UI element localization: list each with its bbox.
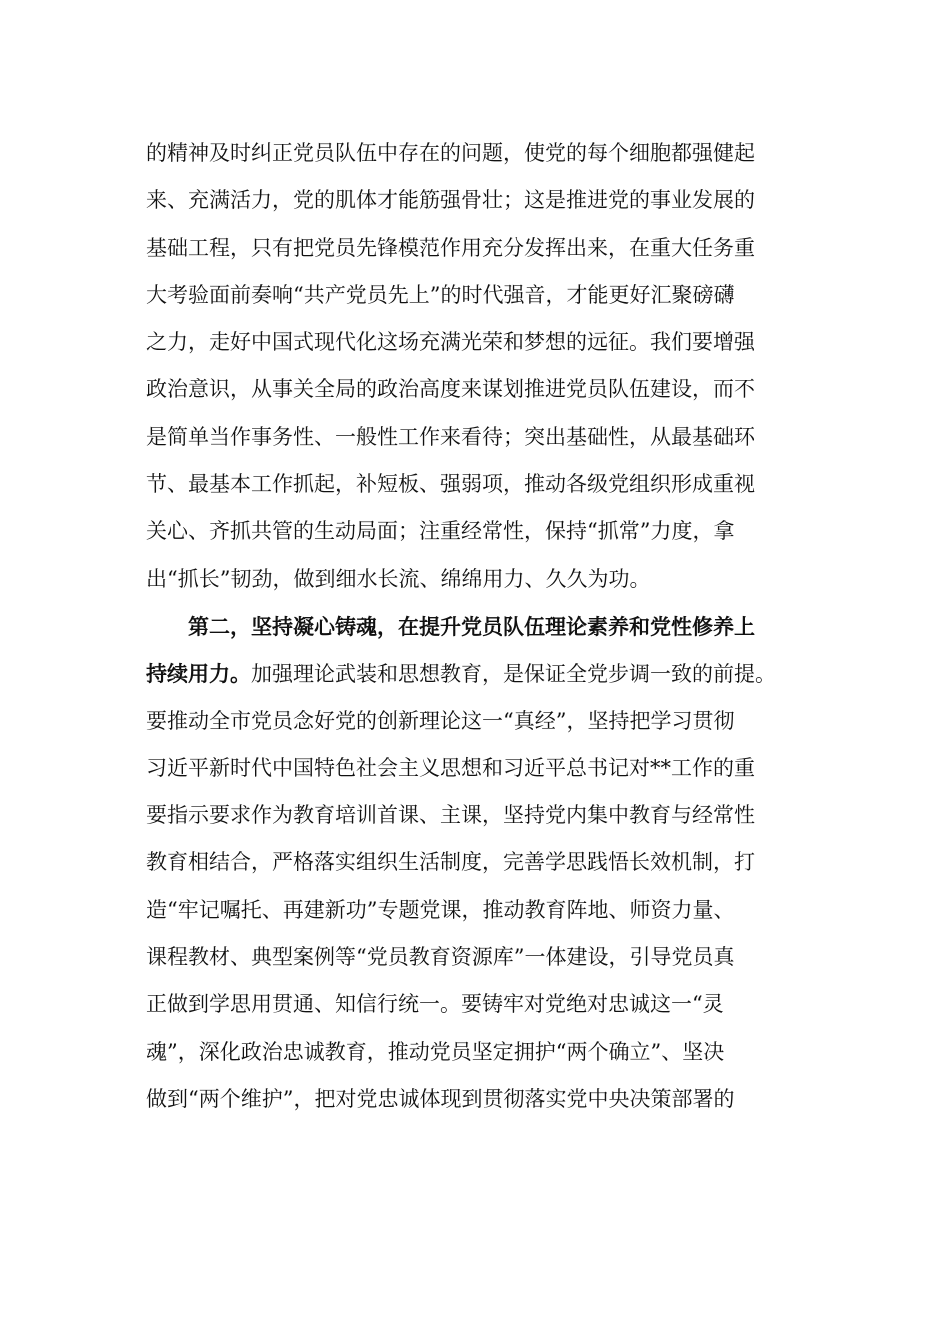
text-line: 是简单当作事务性、一般性工作来看待；突出基础性，从最基础环 [146,424,755,449]
text-line: 魂”，深化政治忠诚教育，推动党员坚定拥护“两个确立”、坚决 [146,1039,725,1064]
text-line: 之力，走好中国式现代化这场充满光荣和梦想的远征。我们要增强 [146,330,755,355]
text-line: 来、充满活力，党的肌体才能筋强骨壮；这是推进党的事业发展的 [146,188,755,213]
text-line: 出“抓长”韧劲，做到细水长流、绵绵用力、久久为功。 [146,566,651,591]
text-line: 大考验面前奏响“共产党员先上”的时代强音，才能更好汇聚磅礴 [146,282,735,307]
text-line: 课程教材、典型案例等“党员教育资源库”一体建设，引导党员真 [146,945,735,970]
document-body [146,130,806,1123]
paragraph-2 [146,603,806,1123]
text-line: 节、最基本工作抓起，补短板、强弱项，推动各级党组织形成重视 [146,472,755,497]
text-run: 加强理论武装和思想教育，是保证全党步调一致的前提。 [251,662,776,687]
text-line [146,650,806,697]
text-line: 要推动全市党员念好党的创新理论这一“真经”，坚持把学习贯彻 [146,708,735,733]
text-line: 做到“两个维护”，把对党忠诚体现到贯彻落实党中央决策部署的 [146,1086,735,1111]
paragraph-1 [146,130,806,603]
section-heading-line: 第二，坚持凝心铸魂，在提升党员队伍理论素养和党性修养上 [188,613,755,639]
text-line: 的精神及时纠正党员队伍中存在的问题，使党的每个细胞都强健起 [146,141,755,165]
text-line: 关心、齐抓共管的生动局面；注重经常性，保持“抓常”力度，拿 [146,519,735,544]
text-line: 要指示要求作为教育培训首课、主课，坚持党内集中教育与经常性 [146,803,755,828]
text-line: 政治意识，从事关全局的政治高度来谋划推进党员队伍建设，而不 [146,377,755,402]
text-line: 教育相结合，严格落实组织生活制度，完善学思践悟长效机制，打 [146,850,755,875]
text-line: 正做到学思用贯通、知信行统一。要铸牢对党绝对忠诚这一“灵 [146,992,724,1017]
text-line: 习近平新时代中国特色社会主义思想和习近平总书记对**工作的重 [146,755,755,780]
section-heading-end: 持续用力。 [146,661,251,687]
text-line: 造“牢记嘱托、再建新功”专题党课，推动教育阵地、师资力量、 [146,897,735,922]
text-line: 基础工程，只有把党员先锋模范作用充分发挥出来，在重大任务重 [146,235,755,260]
